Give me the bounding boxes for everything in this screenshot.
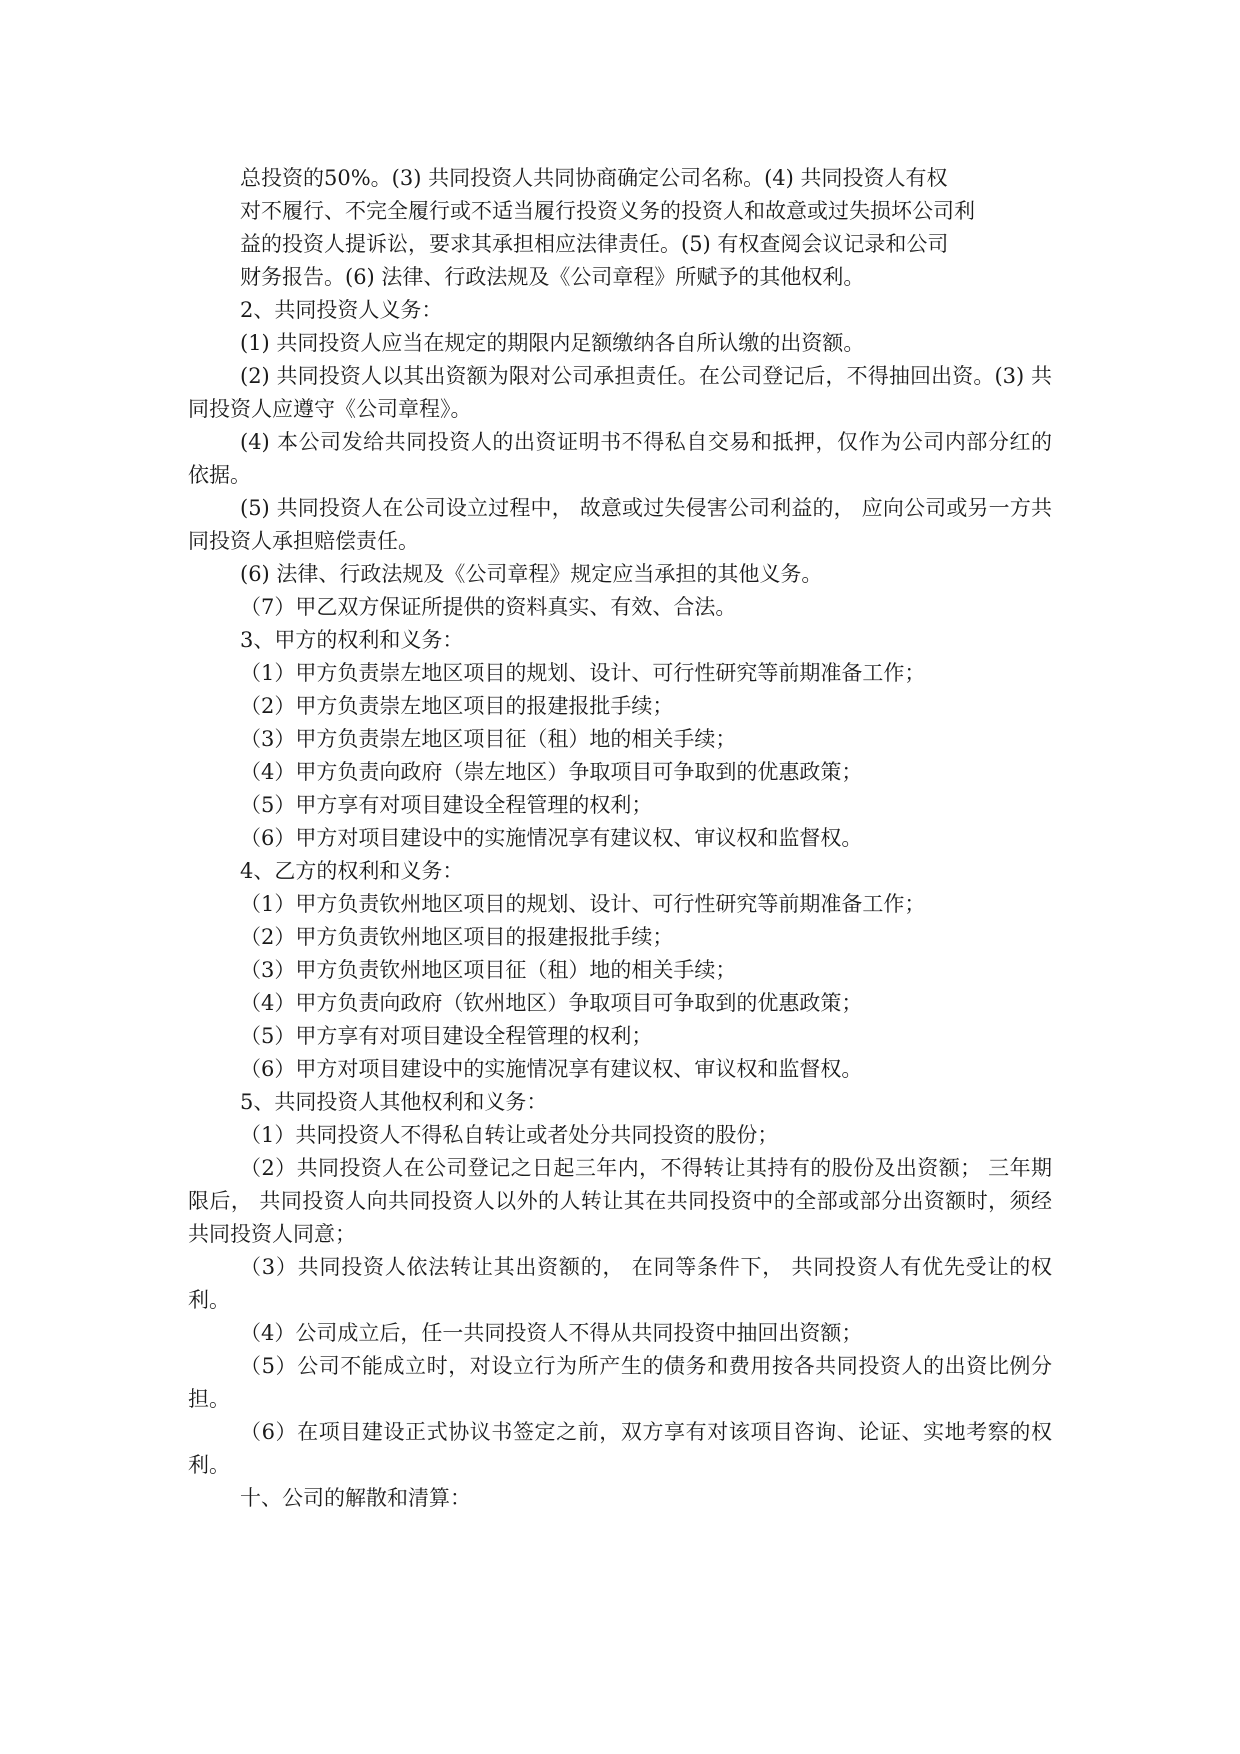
section-heading-party-a: 3、甲方的权利和义务： <box>240 628 464 652</box>
section-heading-other-rights: 5、共同投资人其他权利和义务： <box>240 1090 548 1114</box>
paragraph-4: 财务报告。(6) 法律、行政法规及《公司章程》所赋予的其他权利。 <box>240 265 865 289</box>
party-b-item-3: （3）甲方负责钦州地区项目征（租）地的相关手续； <box>240 958 737 982</box>
section-heading-obligations: 2、共同投资人义务： <box>240 298 443 322</box>
obligation-1: (1) 共同投资人应当在规定的期限内足额缴纳各自所认缴的出资额。 <box>240 331 865 355</box>
party-a-item-5: （5）甲方享有对项目建设全程管理的权利； <box>240 793 653 817</box>
obligation-6: (6) 法律、行政法规及《公司章程》规定应当承担的其他义务。 <box>240 562 823 586</box>
other-rights-item-6: （6）在项目建设正式协议书签定之前，双方享有对该项目咨询、论证、实地考察的权利。 <box>188 1420 1052 1477</box>
party-b-item-5: （5）甲方享有对项目建设全程管理的权利； <box>240 1024 653 1048</box>
party-b-item-2: （2）甲方负责钦州地区项目的报建报批手续； <box>240 925 674 949</box>
party-a-item-1: （1）甲方负责崇左地区项目的规划、设计、可行性研究等前期准备工作； <box>240 661 926 685</box>
paragraph-3: 益的投资人提诉讼，要求其承担相应法律责任。(5) 有权查阅会议记录和公司 <box>240 232 949 256</box>
party-b-item-1: （1）甲方负责钦州地区项目的规划、设计、可行性研究等前期准备工作； <box>240 892 926 916</box>
section-heading-dissolution: 十、公司的解散和清算： <box>240 1486 471 1510</box>
document-page <box>188 162 1052 1515</box>
other-rights-item-3: （3）共同投资人依法转让其出资额的， 在同等条件下， 共同投资人有优先受让的权利。 <box>188 1255 1052 1312</box>
obligation-7: （7）甲乙双方保证所提供的资料真实、有效、合法。 <box>240 595 737 619</box>
paragraph-2: 对不履行、不完全履行或不适当履行投资义务的投资人和故意或过失损坏公司利 <box>240 199 975 223</box>
paragraph-1: 总投资的50%。(3) 共同投资人共同协商确定公司名称。(4) 共同投资人有权 <box>240 166 948 190</box>
party-b-item-6: （6）甲方对项目建设中的实施情况享有建议权、审议权和监督权。 <box>240 1057 863 1081</box>
other-rights-item-4: （4）公司成立后，任一共同投资人不得从共同投资中抽回出资额； <box>240 1321 863 1345</box>
other-rights-item-5: （5）公司不能成立时，对设立行为所产生的债务和费用按各共同投资人的出资比例分担。 <box>188 1354 1052 1411</box>
section-heading-party-b: 4、乙方的权利和义务： <box>240 859 464 883</box>
party-a-item-4: （4）甲方负责向政府（崇左地区）争取项目可争取到的优惠政策； <box>240 760 863 784</box>
party-b-item-4: （4）甲方负责向政府（钦州地区）争取项目可争取到的优惠政策； <box>240 991 863 1015</box>
other-rights-item-1: （1）共同投资人不得私自转让或者处分共同投资的股份； <box>240 1123 779 1147</box>
obligation-4: (4) 本公司发给共同投资人的出资证明书不得私自交易和抵押，仅作为公司内部分红的依据。 <box>188 430 1052 487</box>
obligation-5: (5) 共同投资人在公司设立过程中， 故意或过失侵害公司利益的， 应向公司或另一方共同投资人承担赔偿责任。 <box>188 496 1052 553</box>
party-a-item-6: （6）甲方对项目建设中的实施情况享有建议权、审议权和监督权。 <box>240 826 863 850</box>
party-a-item-2: （2）甲方负责崇左地区项目的报建报批手续； <box>240 694 674 718</box>
obligation-2-3: (2) 共同投资人以其出资额为限对公司承担责任。在公司登记后，不得抽回出资。(3) 共同投资人应遵守《公司章程》。 <box>188 364 1052 421</box>
party-a-item-3: （3）甲方负责崇左地区项目征（租）地的相关手续； <box>240 727 737 751</box>
other-rights-item-2: （2）共同投资人在公司登记之日起三年内，不得转让其持有的股份及出资额； 三年期限后， 共同投资人向共同投资人以外的人转让其在共同投资中的全部或部分出资额时，须经共同投资人同意； <box>188 1156 1052 1246</box>
